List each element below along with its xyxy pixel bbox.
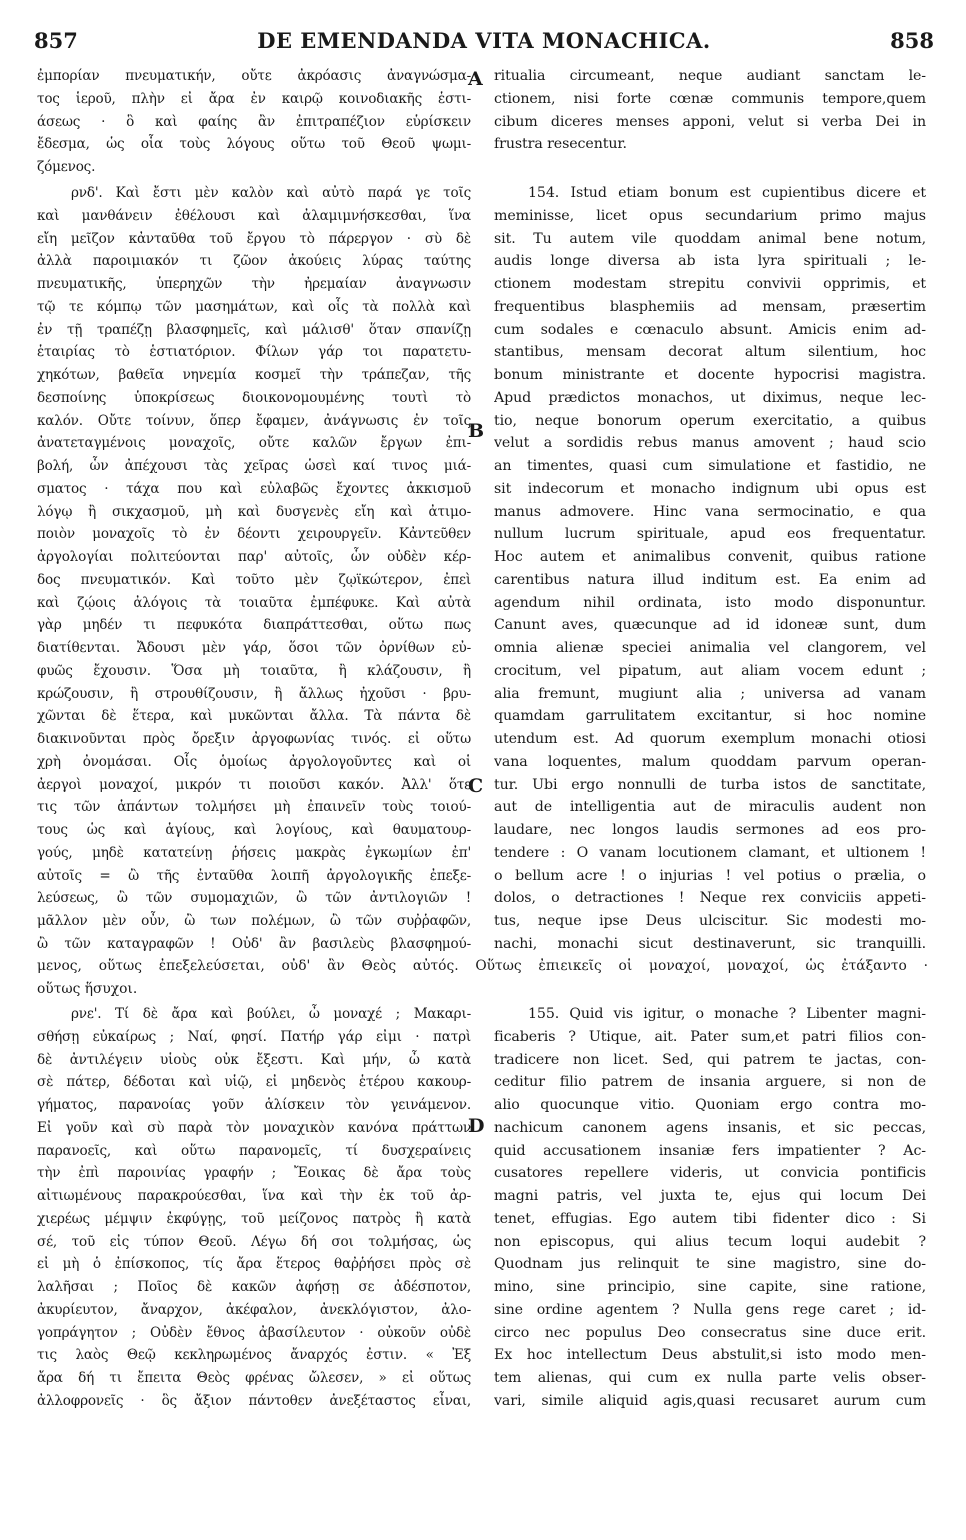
text-line: ἄρα δή τι ἔπειτα Θεὸς φρένας ὤλεσεν, » εἰ οὕτως bbox=[37, 1370, 471, 1386]
margin-marker-a: A bbox=[468, 68, 483, 90]
text-line: μᾶλλον μὲν οὖν, ὢ των πολέμων, ὢ τῶν συῤῥαφῶν, bbox=[37, 913, 471, 929]
text-line: o bellum acre ! o injurias ! vel potius o prælia, o bbox=[494, 867, 926, 884]
text-line: Quodnam jus relinquit te sine magistro, sine do- bbox=[494, 1256, 926, 1273]
text-line: quamdam garrulitatem excitantur, si hoc nomine bbox=[494, 708, 926, 725]
text-line: Εἰ γοῦν καὶ σὺ παρὰ τὸν μοναχικὸν κανόνα πράττων bbox=[37, 1119, 471, 1136]
text-line: ficaberis ? Utique, ait. Pater sum,et patri filios con- bbox=[494, 1028, 926, 1045]
text-line: γὰρ μηδέν τι πεφυκότα διαπράττεσθαι, οὕτω πως bbox=[37, 617, 471, 634]
latin-column-block-3 bbox=[494, 1003, 926, 1413]
text-line: alia fremunt, mugiunt alia ; universa ad vanam bbox=[494, 685, 926, 702]
text-line: ἀλλὰ παροιμιακόν τι ζῶον ἀκούεις λύρας ταύτης bbox=[37, 253, 471, 270]
text-line: ἀκυρίευτον, ἄναρχον, ἀκέφαλον, ἀνεκλόγιστον, ἀλο- bbox=[37, 1301, 471, 1318]
text-line: ἀνατεταγμένοις μοναχοῖς, οὔτε καλῶν ἔργων ἐπι- bbox=[37, 435, 471, 452]
text-line: λόγῳ ἢ σικχασμοῦ, μὴ καὶ δυσγενὲς εἴη καὶ ἀτιμο- bbox=[37, 503, 471, 520]
text-line: Ex hoc intellectum Deus abstulit,si isto modo men- bbox=[494, 1347, 926, 1364]
page-header bbox=[34, 28, 934, 58]
text-line: non episcopus, qui alius tecum loqui audebit ? bbox=[494, 1233, 926, 1250]
text-line: frustra resecentur. bbox=[494, 136, 627, 153]
text-line: διακινοῦνται πρὸς ὄρεξιν ἀργοφωνίας τινός. εἰ οὕτω bbox=[37, 731, 471, 747]
text-line: carentibus natura illud inditum est. Ea enim ad bbox=[494, 571, 926, 588]
text-line: ἑταιρίας τὸ ἑστιατόριον. Φίλων γάρ τοι παρατετυ- bbox=[37, 344, 471, 361]
greek-column-block-3 bbox=[37, 1003, 471, 1413]
text-line: τις τῶν ἁπάντων τολμήσει μὴ ἐπαινεῖν τοὺς τοιού- bbox=[37, 799, 471, 816]
text-line: τος ἱεροῦ, πλὴν εἰ ἄρα ἐν καιρῷ κοινοδιακῆς ἑστι- bbox=[37, 90, 471, 107]
greek-column-block-1 bbox=[37, 65, 471, 179]
text-line: σέ, τοῦ εἰς τύπον Θεοῦ. Λέγω δή σοι τολμήσας, ὡς bbox=[37, 1233, 471, 1250]
text-line: tur. Ubi ergo nonnulli de turba istos de sanctitate, bbox=[494, 776, 926, 793]
text-line: bonum ministrante et docente hypocrisi magistra. bbox=[494, 367, 926, 383]
text-line: nachicum canonem agens insanis, et sic peccas, bbox=[494, 1119, 926, 1136]
text-line: circo nec populus Deo consecratus sine duce erit. bbox=[494, 1324, 926, 1341]
text-line: vari, simile aliquid agis,quasi recusaret aurum cum bbox=[494, 1392, 926, 1409]
text-line: σματος · τάχα που καὶ εὐλαβῶς ἔχοντες ἀκκισμοῦ bbox=[37, 480, 471, 497]
text-line: dolos, o detractiones ! Neque rex conviciis appeti- bbox=[494, 890, 926, 907]
text-line: tio, neque bonorum operum exercitatio, a quibus bbox=[494, 412, 926, 429]
text-line: καλόν. Οὔτε τοίνυν, ὅπερ ἔφαμεν, ἀνάγνωσις ἐν τοῖς bbox=[37, 412, 471, 429]
text-line: tendere : O vanam locutionem clamant, et ultionem ! bbox=[494, 844, 926, 861]
text-line: vana loquentes, malum quoddam parvum operan- bbox=[494, 753, 926, 770]
text-line: cibum diceres menses apponi, velut si verba Dei in bbox=[494, 113, 926, 130]
text-line: ctionem modestam strepitu convivii opprimis, et bbox=[494, 276, 926, 292]
text-line: ἐμπορίαν πνευματικήν, οὔτε ἀκρόασις ἀναγνώσμα- bbox=[37, 68, 471, 84]
text-line: τὴν ἐπὶ παροινίας γραφήν ; Ἔοικας δὲ ἄρα τοὺς bbox=[37, 1165, 471, 1182]
text-line: διατίθενται. Ἄδουσι μὲν γάρ, ὅσοι τῶν ὀρνίθων εὐ- bbox=[37, 640, 471, 656]
text-line: tus, neque ipse Deus ulciscitur. Sic modesti mo- bbox=[494, 913, 926, 929]
text-line: magni patris, vel juxta te, ejus qui locum Dei bbox=[494, 1188, 926, 1204]
text-line: agendum nihil ordinata, isto modo disponuntur. bbox=[494, 594, 926, 611]
text-line: ἀργολογίαι πολιτεύονται παρ' αὐτοῖς, ὧν οὐδὲν κέρ- bbox=[37, 549, 471, 565]
text-line: audis longe diversa ab ista lyra spirituali ; le- bbox=[494, 253, 926, 270]
latin-column-block-1 bbox=[494, 65, 926, 156]
text-line: σθήσῃ εὐκαίρως ; Ναί, φησί. Πατήρ γάρ εἰμι · πατρὶ bbox=[37, 1028, 471, 1045]
text-line: velut a sordidis rebus manus amovent ; haud scio bbox=[494, 435, 926, 452]
text-line: ἀλλοφρονεῖς · ὃς ἄξιον πάντοθεν ἀνεξέταστος εἶναι, bbox=[37, 1392, 471, 1409]
text-line: χρὴ ὀνομάσαι. Οἷς ὁμοίως ἀργολογοῦντες καὶ οἱ bbox=[37, 753, 471, 770]
margin-marker-d: D bbox=[468, 1115, 485, 1137]
page-number-left: 857 bbox=[34, 28, 78, 53]
text-line: ritualia circumeant, neque audiant sanctam le- bbox=[494, 68, 926, 84]
text-line: cum sodales e cœnaculo absunt. Amicis enim ad- bbox=[494, 321, 926, 338]
text-line: ποιὸν μοναχοῖς τὸ ἐν δέοντι χειρουργεῖν. Κἀντεῦθεν bbox=[37, 526, 471, 543]
text-line: tenet, effugias. Ego autem tibi fidenter dico : Si bbox=[494, 1210, 926, 1227]
text-line: τις λαὸς Θεῷ κεκληρωμένος ἄναρχός ἐστιν. « Ἐξ bbox=[37, 1347, 471, 1364]
text-line: ρνδ'. Καὶ ἔστι μὲν καλὸν καὶ αὐτὸ παρά γε τοῖς bbox=[71, 185, 471, 201]
page-number-right: 858 bbox=[890, 28, 934, 53]
text-line: sine ordine agentem ? Nulla gens rege caret ; id- bbox=[494, 1301, 926, 1318]
text-line: μενος, οὕτως ἐπεξελεύσεται, οὐδ' ἂν Θεὸς αὐτός. Οὕτως ἐπιεικεῖς οἱ μοναχοί, μοναχοί, ὡς ἐτάξαντο · bbox=[37, 958, 928, 974]
text-line: 154. Istud etiam bonum est cupientibus dicere et bbox=[528, 185, 926, 201]
text-line: tem alienas, qui cum ex nulla parte velis obser- bbox=[494, 1370, 926, 1386]
text-line: Apud prædictos monachos, ut diximus, neque lec- bbox=[494, 389, 926, 406]
text-line: nachi, monachi sicut destinaverunt, sic tranquilli. bbox=[494, 935, 926, 952]
text-line: οὕτως ἥσυχοι. bbox=[37, 980, 138, 997]
text-line: εἴη μεῖζον κἀνταῦθα τοῦ ἔργου τὸ πάρεργον · σὺ δὲ bbox=[37, 230, 471, 247]
text-line: παρανοεῖς, καὶ οὕτω παρανομεῖς, τί δυσχεραίνεις bbox=[37, 1142, 471, 1159]
text-line: 155. Quid vis igitur, o monache ? Libenter magni- bbox=[528, 1006, 926, 1022]
text-line: tradicere non licet. Sed, qui patrem te jactas, con- bbox=[494, 1051, 926, 1068]
latin-column-block-2 bbox=[494, 182, 926, 956]
text-line: ceditur filio patrem de insania arguere, si non de bbox=[494, 1074, 926, 1091]
text-line: sit indecorum et monacho indignum ubi opus est bbox=[494, 480, 926, 497]
text-line: sit. Tu autem vile quoddam animal bene notum, bbox=[494, 230, 926, 247]
text-line: εἰ μὴ ὁ ἐπίσκοπος, τίς ἄρα ἕτερος θαῤῥήσει πρὸς σὲ bbox=[37, 1256, 471, 1273]
text-line: τους ὡς καὶ ἁγίους, καὶ λογίους, καὶ θαυματουρ- bbox=[37, 822, 471, 838]
text-line: omnia alienæ speciei animalia vel clangorem, vel bbox=[494, 640, 926, 656]
text-line: ἀεργοὶ μοναχοί, μικρόν τι ποιοῦσι κακόν. Ἀλλ' ὅτε bbox=[37, 776, 471, 793]
text-line: χιερέως μέμψιν ἐκφύγῃς, τοῦ μείζονος πατρὸς ἢ κατὰ bbox=[37, 1210, 471, 1227]
full-width-lines bbox=[37, 955, 928, 1001]
text-line: nullum lucrum spirituale, apud eos frequentatur. bbox=[494, 526, 926, 543]
greek-column-block-2 bbox=[37, 182, 471, 956]
text-line: Canunt aves, quæcunque ad id idoneæ sunt, dum bbox=[494, 617, 926, 634]
text-line: τῷ τε κόμπῳ τῶν μασημάτων, καὶ οἷς τὰ πολλὰ καὶ bbox=[37, 298, 471, 315]
text-line: alio quocunque vitio. Quoniam ergo contra mo- bbox=[494, 1097, 926, 1113]
text-line: quid accusationem insaniæ fers impatienter ? Ac- bbox=[494, 1142, 926, 1159]
text-line: δὲ ἀντιλέγειν υἱοὺς οὐκ ἔξεστι. Καὶ μήν, ὦ κατὰ bbox=[37, 1051, 471, 1068]
text-line: καὶ ζῴοις ἀλόγοις τὰ τοιαῦτα ἐμπέφυκε. Καὶ αὐτὰ bbox=[37, 594, 471, 611]
text-line: γοπράγητον ; Οὐδὲν ἔθνος ἀβασίλευτον · οὐκοῦν οὐδὲ bbox=[37, 1324, 471, 1341]
text-line: utendum est. Ad quorum exemplum monachi otiosi bbox=[494, 731, 926, 747]
margin-marker-b: B bbox=[468, 420, 485, 442]
margin-marker-c: C bbox=[468, 775, 484, 797]
text-line: ὢ τῶν καταγραφῶν ! Οὐδ' ἂν βασιλεὺς βλασφημού- bbox=[37, 935, 471, 952]
text-line: σὲ πάτερ, δέδοται καὶ υἱῷ, εἰ μηδενὸς ἑτέρου κακουρ- bbox=[37, 1074, 471, 1091]
text-line: χῶνται δὲ ἕτερα, καὶ μυκῶνται ἄλλα. Τὰ πάντα δὲ bbox=[37, 708, 471, 725]
text-line: ἔδεσμα, ὡς οἷα τοὺς λόγους οὕτω τοῦ Θεοῦ ψωμι- bbox=[37, 136, 471, 153]
text-line: ctionem, nisi forte cœnæ communis tempore,quem bbox=[494, 90, 926, 107]
text-line: άσεως · ὃ καὶ φαίης ἂν ἐπιτραπέζιον εὑρίσκειν bbox=[37, 113, 471, 130]
text-line: χηκότων, βαθεῖα νηνεμία κοσμεῖ τὴν τράπεζαν, τῆς bbox=[37, 367, 471, 383]
text-line: ἐν τῇ τραπέζῃ βλασφημεῖς, καὶ μάλισθ' ὅταν σπανίζῃ bbox=[37, 321, 471, 338]
text-line: κρώζουσιν, ἢ στρουθίζουσιν, ἢ ἄλλως ἠχοῦσι · βρυ- bbox=[37, 685, 471, 702]
text-line: καὶ μανθάνειν ἐθέλουσι καὶ ἀλαμιμνήσκεσθαι, ἵνα bbox=[37, 207, 471, 224]
running-title: DE EMENDANDA VITA MONACHICA. bbox=[257, 28, 711, 53]
text-line: frequentibus blasphemiis ad mensam, præsertim bbox=[494, 298, 926, 315]
text-line: cusatores repellere videris, ut convicia pontificis bbox=[494, 1165, 926, 1182]
text-line: φυῶς ἔχουσιν. Ὅσα μὴ τοιαῦτα, ἢ κλάζουσιν, ἢ bbox=[37, 662, 471, 679]
text-line: ρνε'. Τί δὲ ἄρα καὶ βούλει, ὦ μοναχέ ; Μακαρι- bbox=[71, 1006, 471, 1022]
text-line: ζόμενος. bbox=[37, 159, 96, 175]
text-line: crocitum, vel pipatum, aut aliam vocem edunt ; bbox=[494, 662, 926, 679]
text-line: mino, sine principio, sine capite, sine ratione, bbox=[494, 1279, 926, 1295]
text-line: aut de intelligentia aut de miraculis audent non bbox=[494, 799, 926, 816]
text-line: πνευματικῆς, ὑπερηχῶν τὴν ἠρεμαίαν ἀναγνωσιν bbox=[37, 276, 471, 292]
text-line: γούς, μηδὲ κατατείνῃ ῥήσεις μακρὰς ἐγκωμίων ἐπ' bbox=[37, 844, 471, 861]
text-line: stantibus, mensam decorat altum silentium, hoc bbox=[494, 344, 926, 361]
text-line: Hoc autem et animalibus convenit, quibus ratione bbox=[494, 549, 926, 565]
text-line: λεύσεως, ὢ τῶν συμομαχιῶν, ὢ τῶν ἀντιλογιῶν ! bbox=[37, 890, 471, 907]
text-line: αἰτιωμένους παρακρούεσθαι, ἵνα καὶ τὴν ἐκ τοῦ ἀρ- bbox=[37, 1188, 471, 1204]
text-line: αὐτοῖς = ὢ τῆς ἐνταῦθα λοιπῆ ἀργολογικῆς ἐπεξε- bbox=[37, 867, 471, 884]
text-line: δος πνευματικόν. Καὶ τοῦτο μὲν ζῳϊκώτερον, ἐπεὶ bbox=[37, 571, 471, 588]
text-line: meminisse, licet opus secundarium primo majus bbox=[494, 207, 926, 224]
text-line: δεσποίνης ὑποκρίσεως διοικονομουμένης τουτὶ τὸ bbox=[37, 389, 471, 406]
text-line: an timentes, quasi cum simulatione et fastidio, ne bbox=[494, 458, 926, 474]
text-line: λαλῆσαι ; Ποῖος δὲ κακῶν ἀφήσῃ σε ἀδέσποτον, bbox=[37, 1279, 471, 1295]
text-line: γήματος, παρανοίας γοῦν ἁλίσκειν τὸν γεινάμενον. bbox=[37, 1097, 471, 1113]
text-line: laudare, nec longos laudis sermones ad eos pro- bbox=[494, 822, 926, 838]
text-line: βολή, ὧν ἀπέχουσι τὰς χεῖρας ὡσεὶ καί τινος μιά- bbox=[37, 458, 471, 474]
text-line: manus admovere. Hinc vana sermocinatio, e qua bbox=[494, 503, 926, 520]
